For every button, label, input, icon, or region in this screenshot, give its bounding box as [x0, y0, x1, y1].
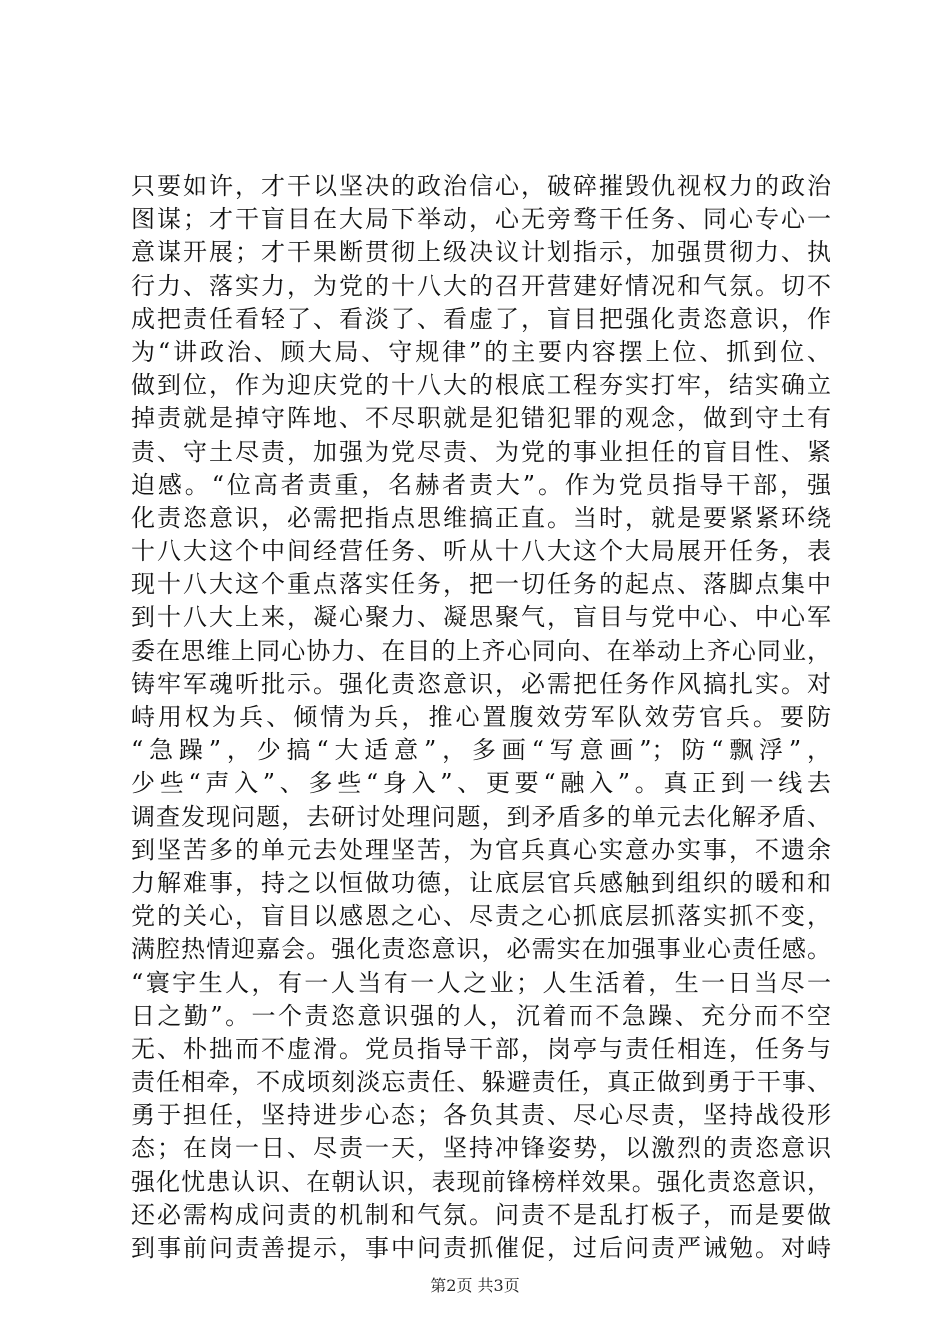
text-line: 还必需构成问责的机制和气氛。问责不是乱打板子，而是要做	[131, 1200, 831, 1229]
text-line: 峙用权为兵、倾情为兵，推心置腹效劳军队效劳官兵。要防	[131, 703, 831, 731]
text-line: 为“讲政治、顾大局、守规律”的主要内容摆上位、抓到位、	[131, 337, 831, 366]
text-line: 党的关心，盲目以感恩之心、尽责之心抓底层抓落实抓不变，	[131, 902, 831, 931]
text-line: 行力、落实力，为党的十八大的召开营建好情况和气氛。切不	[131, 271, 831, 300]
text-line: 调查发现问题，去研讨处理问题，到矛盾多的单元去化解矛盾、	[131, 802, 831, 831]
text-line: 到十八大上来，凝心聚力、凝思聚气，盲目与党中心、中心军	[131, 603, 831, 632]
text-line: 只要如许，才干以坚决的政治信心，破碎摧毁仇视权力的政治	[131, 172, 831, 200]
text-line: 委在思维上同心协力、在目的上齐心同向、在举动上齐心同业，	[131, 636, 831, 665]
text-line: 掉责就是掉守阵地、不尽职就是犯错犯罪的观念，做到守土有	[131, 404, 831, 433]
text-line: 少些“声入”、多些“身入”、更要“融入”。真正到一线去	[131, 769, 831, 798]
text-line: 力解难事，持之以恒做功德，让底层官兵感触到组织的暖和和	[131, 868, 831, 897]
text-line: 十八大这个中间经营任务、听从十八大这个大局展开任务，表	[131, 537, 831, 566]
text-line: “寰宇生人，有一人当有一人之业；人生活着，生一日当尽一	[131, 968, 831, 997]
text-line: 迫感。“位高者责重，名赫者责大”。作为党员指导干部，强	[131, 470, 831, 499]
text-line: 勇于担任，坚持进步心态；各负其责、尽心尽责，坚持战役形	[131, 1101, 831, 1130]
text-line: 做到位，作为迎庆党的十八大的根底工程夯实打牢，结实确立	[131, 371, 831, 400]
page-footer	[0, 1276, 950, 1296]
text-line: “急躁”，少搞“大适意”，多画“写意画”；防“飘浮”，	[131, 736, 831, 765]
text-line: 强化忧患认识、在朝认识，表现前锋榜样效果。强化责恣意识，	[131, 1167, 831, 1196]
text-line: 现十八大这个重点落实任务，把一切任务的起点、落脚点集中	[131, 570, 831, 599]
text-line: 态；在岗一日、尽责一天，坚持冲锋姿势，以激烈的责恣意识	[131, 1134, 831, 1163]
text-line: 责、守土尽责，加强为党尽责、为党的事业担任的盲目性、紧	[131, 437, 831, 466]
text-line: 化责恣意识，必需把指点思维搞正直。当时，就是要紧紧环绕	[131, 503, 831, 532]
text-line: 铸牢军魂听批示。强化责恣意识，必需把任务作风搞扎实。对	[131, 669, 831, 698]
text-line: 到坚苦多的单元去处理坚苦，为官兵真心实意办实事，不遗余	[131, 835, 831, 864]
text-line: 成把责任看轻了、看淡了、看虚了，盲目把强化责恣意识，作	[131, 304, 831, 333]
text-line: 满腔热情迎嘉会。强化责恣意识，必需实在加强事业心责任感。	[131, 935, 831, 964]
body-text	[131, 170, 831, 1265]
text-line: 意谋开展；才干果断贯彻上级决议计划指示，加强贯彻力、执	[131, 238, 831, 267]
text-line: 日之勤”。一个责恣意识强的人，沉着而不急躁、充分而不空	[131, 1001, 831, 1030]
text-line: 到事前问责善提示，事中问责抓催促，过后问责严诫勉。对峙	[131, 1234, 831, 1262]
page-number-label: 第2页 共3页	[430, 1276, 520, 1295]
text-line: 无、朴拙而不虚滑。党员指导干部，岗亭与责任相连，任务与	[131, 1034, 831, 1063]
text-line: 图谋；才干盲目在大局下举动，心无旁骛干任务、同心专心一	[131, 205, 831, 234]
text-line: 责任相牵，不成顷刻淡忘责任、躲避责任，真正做到勇于干事、	[131, 1068, 831, 1097]
